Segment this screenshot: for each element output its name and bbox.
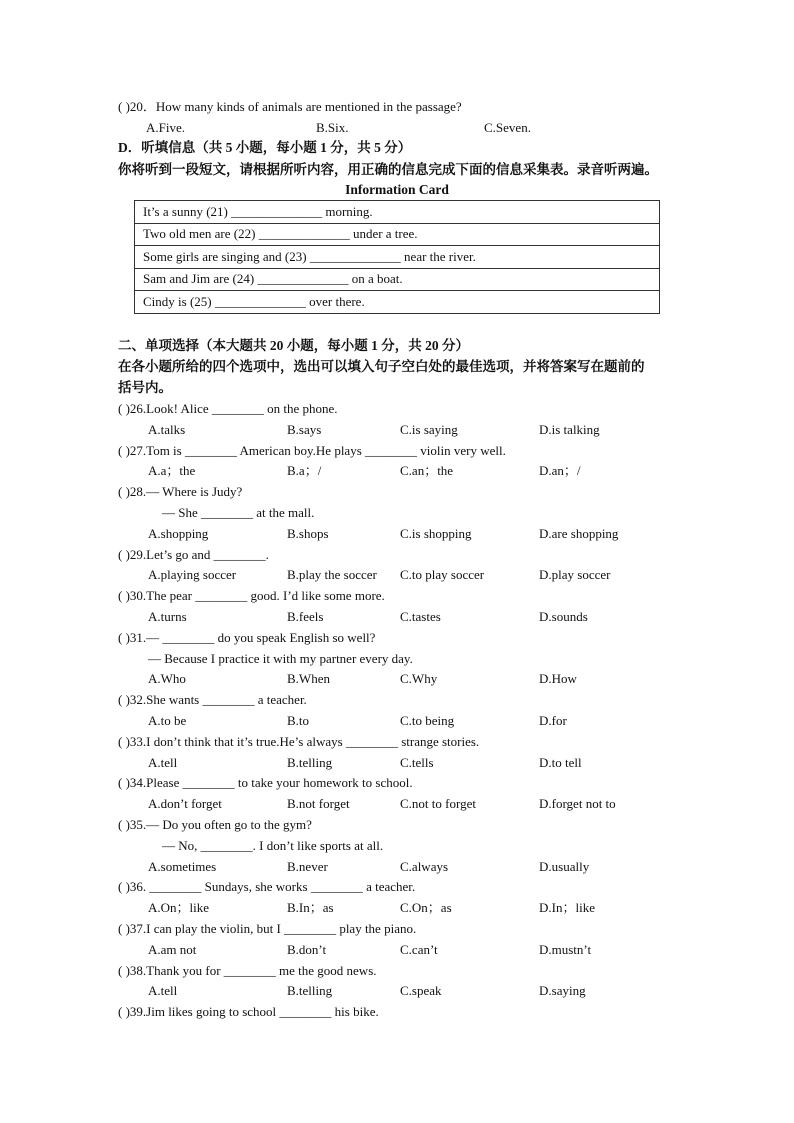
- question-34-option-b: B.not forget: [287, 796, 350, 811]
- question-33-option-d: D.to tell: [539, 755, 582, 770]
- question-36-stem: ( )36. ________ Sundays, she works ________ a teacher.: [118, 879, 416, 894]
- question-31-option-c: C.Why: [400, 671, 438, 686]
- table-row: [135, 246, 660, 269]
- question-37-option-d: D.mustn’t: [539, 942, 592, 957]
- question-35-option-c: C.always: [400, 859, 449, 874]
- section-2-heading: 二、单项选择（本大题共 20 小题，每小题 1 分，共 20 分）: [118, 338, 469, 353]
- question-26-option-a: A.talks: [148, 422, 186, 437]
- question-37-option-c: C.can’t: [400, 942, 438, 957]
- question-35-option-b: B.never: [287, 859, 328, 874]
- question-30-option-a: A.turns: [148, 609, 187, 624]
- question-30-option-c: C.tastes: [400, 609, 441, 624]
- question-39-stem: ( )39.Jim likes going to school ________ his bike.: [118, 1004, 379, 1019]
- section-2-instruction-line-2: 括号内。: [118, 380, 172, 395]
- question-29-option-b: B.play the soccer: [287, 567, 377, 582]
- question-26-stem: ( )26.Look! Alice ________ on the phone.: [118, 401, 338, 416]
- section-d-heading: D．听填信息（共 5 小题，每小题 1 分，共 5 分）: [118, 140, 412, 155]
- question-38-option-b: B.telling: [287, 983, 333, 998]
- table-row: [135, 223, 660, 246]
- question-37-option-a: A.am not: [148, 942, 197, 957]
- section-d-instruction: 你将听到一段短文，请根据所听内容，用正确的信息完成下面的信息采集表。录音听两遍。: [118, 162, 658, 177]
- question-20-option-a: A.Five.: [146, 120, 185, 135]
- question-28-option-a: A.shopping: [148, 526, 209, 541]
- question-34-option-a: A.don’t forget: [148, 796, 222, 811]
- question-31-option-d: D.How: [539, 671, 577, 686]
- question-20-stem: ( )20．How many kinds of animals are mentioned in the passage?: [118, 99, 462, 114]
- question-27-option-b: B.a；/: [287, 463, 322, 478]
- question-31-option-a: A.Who: [148, 671, 186, 686]
- question-33-option-a: A.tell: [148, 755, 178, 770]
- question-31-stem: ( )31.— ________ do you speak English so well?: [118, 630, 376, 645]
- question-38-stem: ( )38.Thank you for ________ me the good news.: [118, 963, 377, 978]
- information-card-row-25: Cindy is (25) ______________ over there.: [135, 291, 660, 314]
- question-33-stem: ( )33.I don’t think that it’s true.He’s always ________ strange stories.: [118, 734, 480, 749]
- question-34-option-c: C.not to forget: [400, 796, 476, 811]
- question-26-option-d: D.is talking: [539, 422, 600, 437]
- table-row: [135, 268, 660, 291]
- question-33-option-c: C.tells: [400, 755, 434, 770]
- question-32-option-d: D.for: [539, 713, 567, 728]
- question-35-option-d: D.usually: [539, 859, 590, 874]
- section-2-instruction-line-1: 在各小题所给的四个选项中，选出可以填入句子空白处的最佳选项，并将答案写在题前的: [118, 359, 645, 374]
- table-row: [135, 201, 660, 224]
- question-28-option-c: C.is shopping: [400, 526, 472, 541]
- information-card-table: [134, 200, 660, 314]
- information-card-row-21: It’s a sunny (21) ______________ morning.: [135, 201, 660, 224]
- question-28-stem: ( )28.— Where is Judy?: [118, 484, 243, 499]
- question-32-option-b: B.to: [287, 713, 310, 728]
- question-33-option-b: B.telling: [287, 755, 333, 770]
- question-29-option-a: A.playing soccer: [148, 567, 237, 582]
- question-28-reply: — She ________ at the mall.: [162, 505, 315, 520]
- question-37-stem: ( )37.I can play the violin, but I ________ play the piano.: [118, 921, 417, 936]
- question-38-option-d: D.saying: [539, 983, 586, 998]
- question-35-stem: ( )35.— Do you often go to the gym?: [118, 817, 312, 832]
- question-30-option-d: D.sounds: [539, 609, 588, 624]
- information-card-row-23: Some girls are singing and (23) ______________ near the river.: [135, 246, 660, 269]
- question-20-option-b: B.Six.: [316, 120, 349, 135]
- question-36-option-c: C.On；as: [400, 900, 452, 915]
- question-36-option-a: A.On；like: [148, 900, 210, 915]
- question-30-option-b: B.feels: [287, 609, 324, 624]
- question-27-option-a: A.a；the: [148, 463, 196, 478]
- question-38-option-a: A.tell: [148, 983, 178, 998]
- question-27-option-d: D.an；/: [539, 463, 581, 478]
- question-38-option-c: C.speak: [400, 983, 442, 998]
- question-26-option-c: C.is saying: [400, 422, 458, 437]
- question-36-option-d: D.In；like: [539, 900, 595, 915]
- information-card-title: Information Card: [345, 182, 449, 197]
- question-28-option-d: D.are shopping: [539, 526, 619, 541]
- question-35-reply: — No, ________. I don’t like sports at all.: [162, 838, 384, 853]
- question-29-stem: ( )29.Let’s go and ________.: [118, 547, 269, 562]
- question-26-option-b: B.says: [287, 422, 322, 437]
- question-29-option-d: D.play soccer: [539, 567, 611, 582]
- table-row: [135, 291, 660, 314]
- question-32-option-a: A.to be: [148, 713, 187, 728]
- question-20-option-c: C.Seven.: [484, 120, 531, 135]
- question-37-option-b: B.don’t: [287, 942, 327, 957]
- information-card-row-24: Sam and Jim are (24) ______________ on a boat.: [135, 268, 660, 291]
- information-card-row-22: Two old men are (22) ______________ under a tree.: [135, 223, 660, 246]
- question-36-option-b: B.In；as: [287, 900, 334, 915]
- question-35-option-a: A.sometimes: [148, 859, 217, 874]
- question-32-stem: ( )32.She wants ________ a teacher.: [118, 692, 307, 707]
- question-27-option-c: C.an；the: [400, 463, 454, 478]
- question-34-stem: ( )34.Please ________ to take your homework to school.: [118, 775, 413, 790]
- question-31-option-b: B.When: [287, 671, 330, 686]
- question-32-option-c: C.to being: [400, 713, 455, 728]
- question-27-stem: ( )27.Tom is ________ American boy.He plays ________ violin very well.: [118, 443, 506, 458]
- question-31-reply: — Because I practice it with my partner every day.: [148, 651, 413, 666]
- question-30-stem: ( )30.The pear ________ good. I’d like some more.: [118, 588, 385, 603]
- question-34-option-d: D.forget not to: [539, 796, 616, 811]
- question-28-option-b: B.shops: [287, 526, 329, 541]
- question-29-option-c: C.to play soccer: [400, 567, 485, 582]
